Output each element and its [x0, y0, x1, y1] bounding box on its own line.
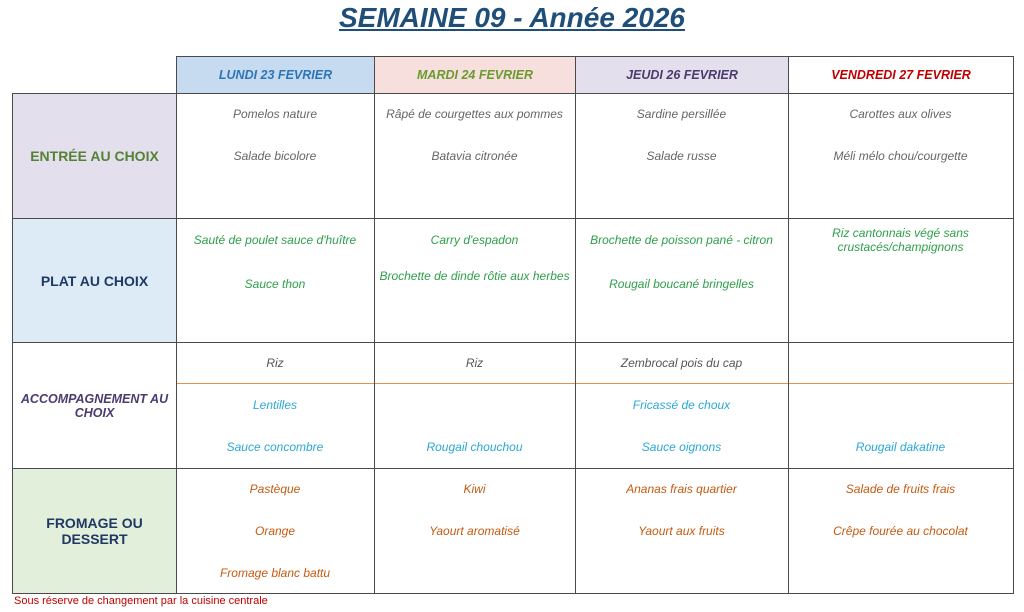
menu-item: Sauce oignons — [641, 440, 722, 454]
row-header: PLAT AU CHOIX — [12, 218, 177, 343]
day-header: LUNDI 23 FEVRIER — [176, 56, 375, 94]
menu-item: Brochette de dinde rôtie aux herbes — [379, 269, 570, 283]
menu-item: Salade bicolore — [233, 149, 317, 163]
menu-item: Carottes aux olives — [849, 107, 952, 121]
menu-item: Sauce thon — [244, 277, 306, 291]
menu-item: Yaourt aux fruits — [638, 524, 725, 538]
menu-item: Orange — [254, 524, 296, 538]
menu-item: Kiwi — [463, 482, 486, 496]
menu-item: Rougail chouchou — [426, 440, 523, 454]
day-header: VENDREDI 27 FEVRIER — [788, 56, 1014, 94]
menu-item: Salade russe — [646, 149, 717, 163]
menu-item: Pastèque — [249, 482, 301, 496]
day-header: JEUDI 26 FEVRIER — [575, 56, 789, 94]
menu-item: Crêpe fourée au chocolat — [833, 524, 968, 538]
menu-item: Fricassé de choux — [632, 398, 731, 412]
row-separator — [375, 383, 575, 384]
row-separator — [576, 383, 788, 384]
row-header: ENTRÉE AU CHOIX — [12, 93, 177, 219]
menu-item: Fromage blanc battu — [219, 566, 331, 580]
menu-item: Sauce concombre — [226, 440, 324, 454]
footnote: Sous réserve de changement par la cuisine centrale — [14, 595, 268, 607]
row-header: ACCOMPAGNEMENT AU CHOIX — [12, 342, 177, 469]
day-header: MARDI 24 FEVRIER — [374, 56, 576, 94]
menu-item: Riz cantonnais végé sans crustacés/champignons — [832, 226, 969, 254]
row-header: FROMAGE OU DESSERT — [12, 468, 177, 594]
menu-item: Râpé de courgettes aux pommes — [386, 107, 563, 121]
row-separator — [789, 383, 1013, 384]
row-separator — [177, 383, 374, 384]
menu-item: Riz — [266, 356, 284, 370]
menu-item: Carry d'espadon — [430, 233, 519, 247]
menu-item: Ananas frais quartier — [626, 482, 737, 496]
page-title: SEMAINE 09 - Année 2026 — [339, 2, 685, 33]
menu-item: Batavia citronée — [431, 149, 518, 163]
menu-item: Zembrocal pois du cap — [620, 356, 743, 370]
menu-item: Méli mélo chou/courgette — [833, 149, 968, 163]
menu-item: Lentilles — [252, 398, 298, 412]
menu-item: Yaourt aromatisé — [429, 524, 520, 538]
menu-item: Riz — [465, 356, 484, 370]
menu-item: Sardine persillée — [636, 107, 727, 121]
menu-item: Rougail boucané bringelles — [609, 277, 754, 291]
menu-item: Pomelos nature — [232, 107, 318, 121]
menu-item: Brochette de poisson pané - citron — [590, 233, 773, 247]
menu-item: Salade de fruits frais — [845, 482, 956, 496]
menu-item: Sauté de poulet sauce d'huître — [193, 233, 357, 247]
menu-item: Rougail dakatine — [855, 440, 946, 454]
